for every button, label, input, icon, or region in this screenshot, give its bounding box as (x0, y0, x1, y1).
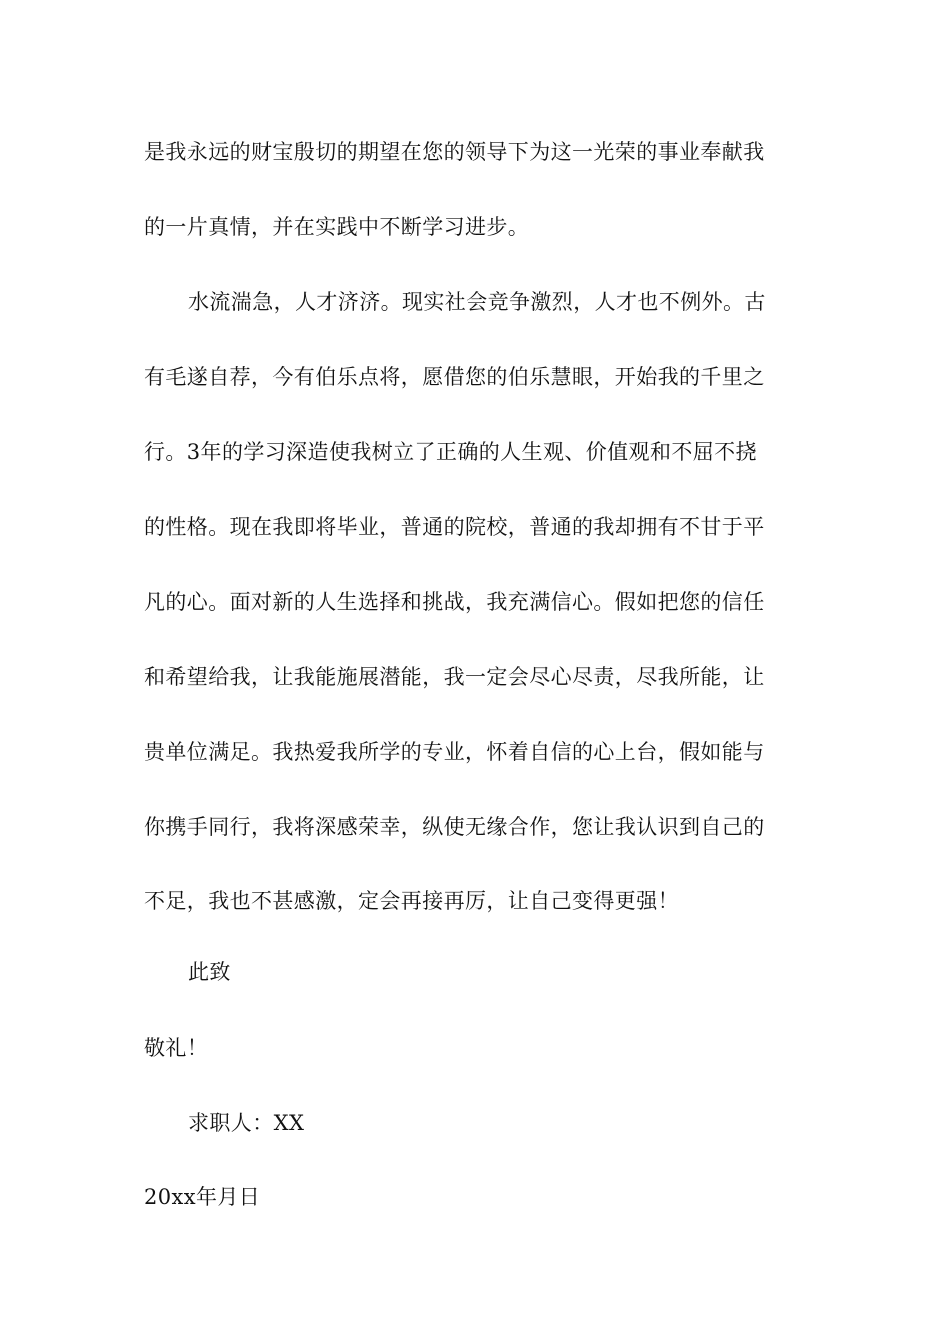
body-line: 不足，我也不甚感激，定会再接再厉，让自己变得更强！ (144, 889, 679, 913)
body-line: 你携手同行，我将深感荣幸，纵使无缘合作，您让我认识到自己的 (144, 815, 765, 839)
body-line: 贵单位满足。我热爱我所学的专业，怀着自信的心上台，假如能与 (144, 740, 765, 764)
body-line: 和希望给我，让我能施展潜能，我一定会尽心尽责，尽我所能，让 (144, 665, 765, 689)
body-line: 有毛遂自荐，今有伯乐点将，愿借您的伯乐慧眼，开始我的千里之 (144, 365, 765, 389)
body-line: 是我永远的财宝殷切的期望在您的领导下为这一光荣的事业奉献我 (144, 140, 765, 164)
date: 20xx年月日 (144, 1185, 261, 1209)
body-line: 的性格。现在我即将毕业，普通的院校，普通的我却拥有不甘于平 (144, 515, 765, 539)
paragraph-first-line: 水流湍急，人才济济。现实社会竞争激烈，人才也不例外。古 (188, 290, 766, 314)
signature: 求职人：XX (188, 1111, 305, 1135)
closing-salute: 敬礼！ (144, 1036, 209, 1060)
body-line: 的一片真情，并在实践中不断学习进步。 (144, 215, 530, 239)
closing-greeting: 此致 (188, 960, 231, 984)
body-line: 凡的心。面对新的人生选择和挑战，我充满信心。假如把您的信任 (144, 590, 765, 614)
body-line: 行。3年的学习深造使我树立了正确的人生观、价值观和不屈不挠 (144, 440, 757, 464)
